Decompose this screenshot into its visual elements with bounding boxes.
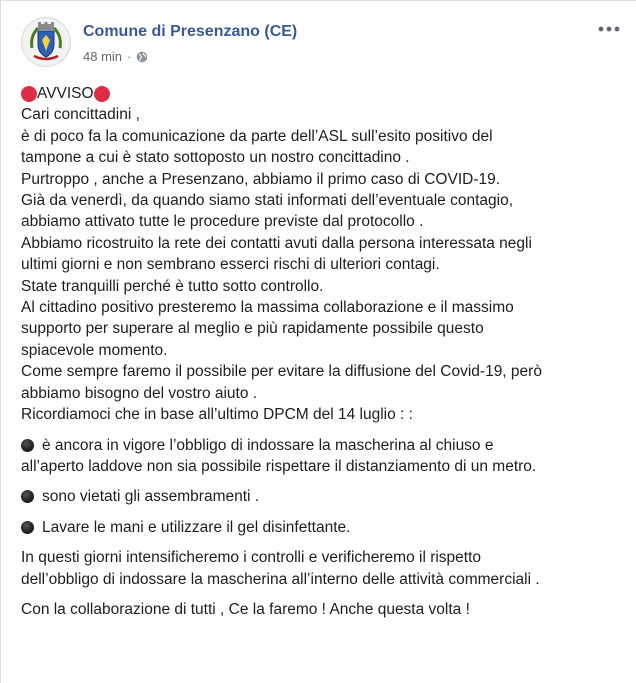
- bullet-item: [21, 486, 621, 507]
- closing-paragraph: [21, 547, 621, 590]
- paragraph-line: Già da venerdì, da quando siamo stati informati dell’eventuale contagio,: [21, 192, 513, 210]
- paragraph-line: State tranquilli perché è tutto sotto controllo.: [21, 277, 324, 295]
- red-circle-icon: [21, 86, 37, 102]
- paragraph-line: Ricordiamoci che in base all’ultimo DPCM del 14 luglio : :: [21, 406, 413, 424]
- black-circle-icon: [21, 439, 34, 452]
- paragraph-line: supporto per superare al meglio e più rapidamente possibile questo: [21, 320, 484, 338]
- paragraph-line: spiacevole momento.: [21, 341, 168, 359]
- paragraph-line: tampone a cui è stato sottoposto un nostro concittadino .: [21, 149, 410, 167]
- bullet-text: sono vietati gli assembramenti .: [42, 488, 260, 506]
- meta-separator: ·: [127, 49, 132, 64]
- page-avatar[interactable]: [21, 17, 71, 67]
- black-circle-icon: [21, 521, 34, 534]
- post-timestamp[interactable]: 48 min: [83, 49, 123, 64]
- paragraph-line: ultimi giorni e non sembrano esserci rischi di ulteriori contagi.: [21, 256, 440, 274]
- more-options-button[interactable]: [596, 21, 622, 37]
- bullet-text-continued: all’aperto laddove non sia possibile rispettare il distanziamento di un metro.: [21, 457, 537, 475]
- paragraph-line: Abbiamo ricostruito la rete dei contatti avuti dalla persona interessata negli: [21, 234, 532, 252]
- post-meta: [83, 49, 148, 64]
- paragraph-line: Come sempre faremo il possibile per evitare la diffusione del Covid-19, però: [21, 363, 542, 381]
- paragraph-line: abbiamo attivato tutte le procedure previste dal protocollo .: [21, 213, 424, 231]
- post-heading: AVVISO: [37, 85, 94, 102]
- paragraph-line: Cari concittadini ,: [21, 106, 140, 124]
- paragraph-line: è di poco fa la comunicazione da parte dell’ASL sull’esito positivo del: [21, 127, 493, 145]
- closing-line: dell’obbligo di indossare la mascherina all’interno delle attività commerciali .: [21, 570, 540, 588]
- paragraph-line: Purtroppo , anche a Presenzano, abbiamo il primo caso di COVID-19.: [21, 170, 501, 188]
- globe-icon[interactable]: [136, 51, 148, 63]
- red-circle-icon: [94, 86, 110, 102]
- post-heading-line: [21, 83, 621, 104]
- final-line: Con la collaborazione di tutti , Ce la faremo ! Anche questa volta !: [21, 600, 470, 618]
- page-name-link[interactable]: Comune di Presenzano (CE): [83, 23, 298, 40]
- paragraph-line: abbiamo bisogno del vostro aiuto .: [21, 384, 258, 402]
- coat-of-arms-icon: [22, 18, 70, 66]
- post-paragraph: [21, 104, 621, 425]
- post-header: [21, 17, 624, 69]
- post-body: [21, 83, 621, 620]
- black-circle-icon: [21, 490, 34, 503]
- bullet-item: [21, 517, 621, 538]
- bullet-item: [21, 435, 621, 456]
- paragraph-line: Al cittadino positivo presteremo la massima collaborazione e il massimo: [21, 299, 514, 317]
- closing-line: In questi giorni intensificheremo i controlli e verificheremo il rispetto: [21, 549, 482, 567]
- bullet-text: è ancora in vigore l’obbligo di indossare la mascherina al chiuso e: [42, 436, 494, 454]
- bullet-text: Lavare le mani e utilizzare il gel disinfettante.: [42, 518, 351, 536]
- more-dots-icon: [596, 21, 622, 37]
